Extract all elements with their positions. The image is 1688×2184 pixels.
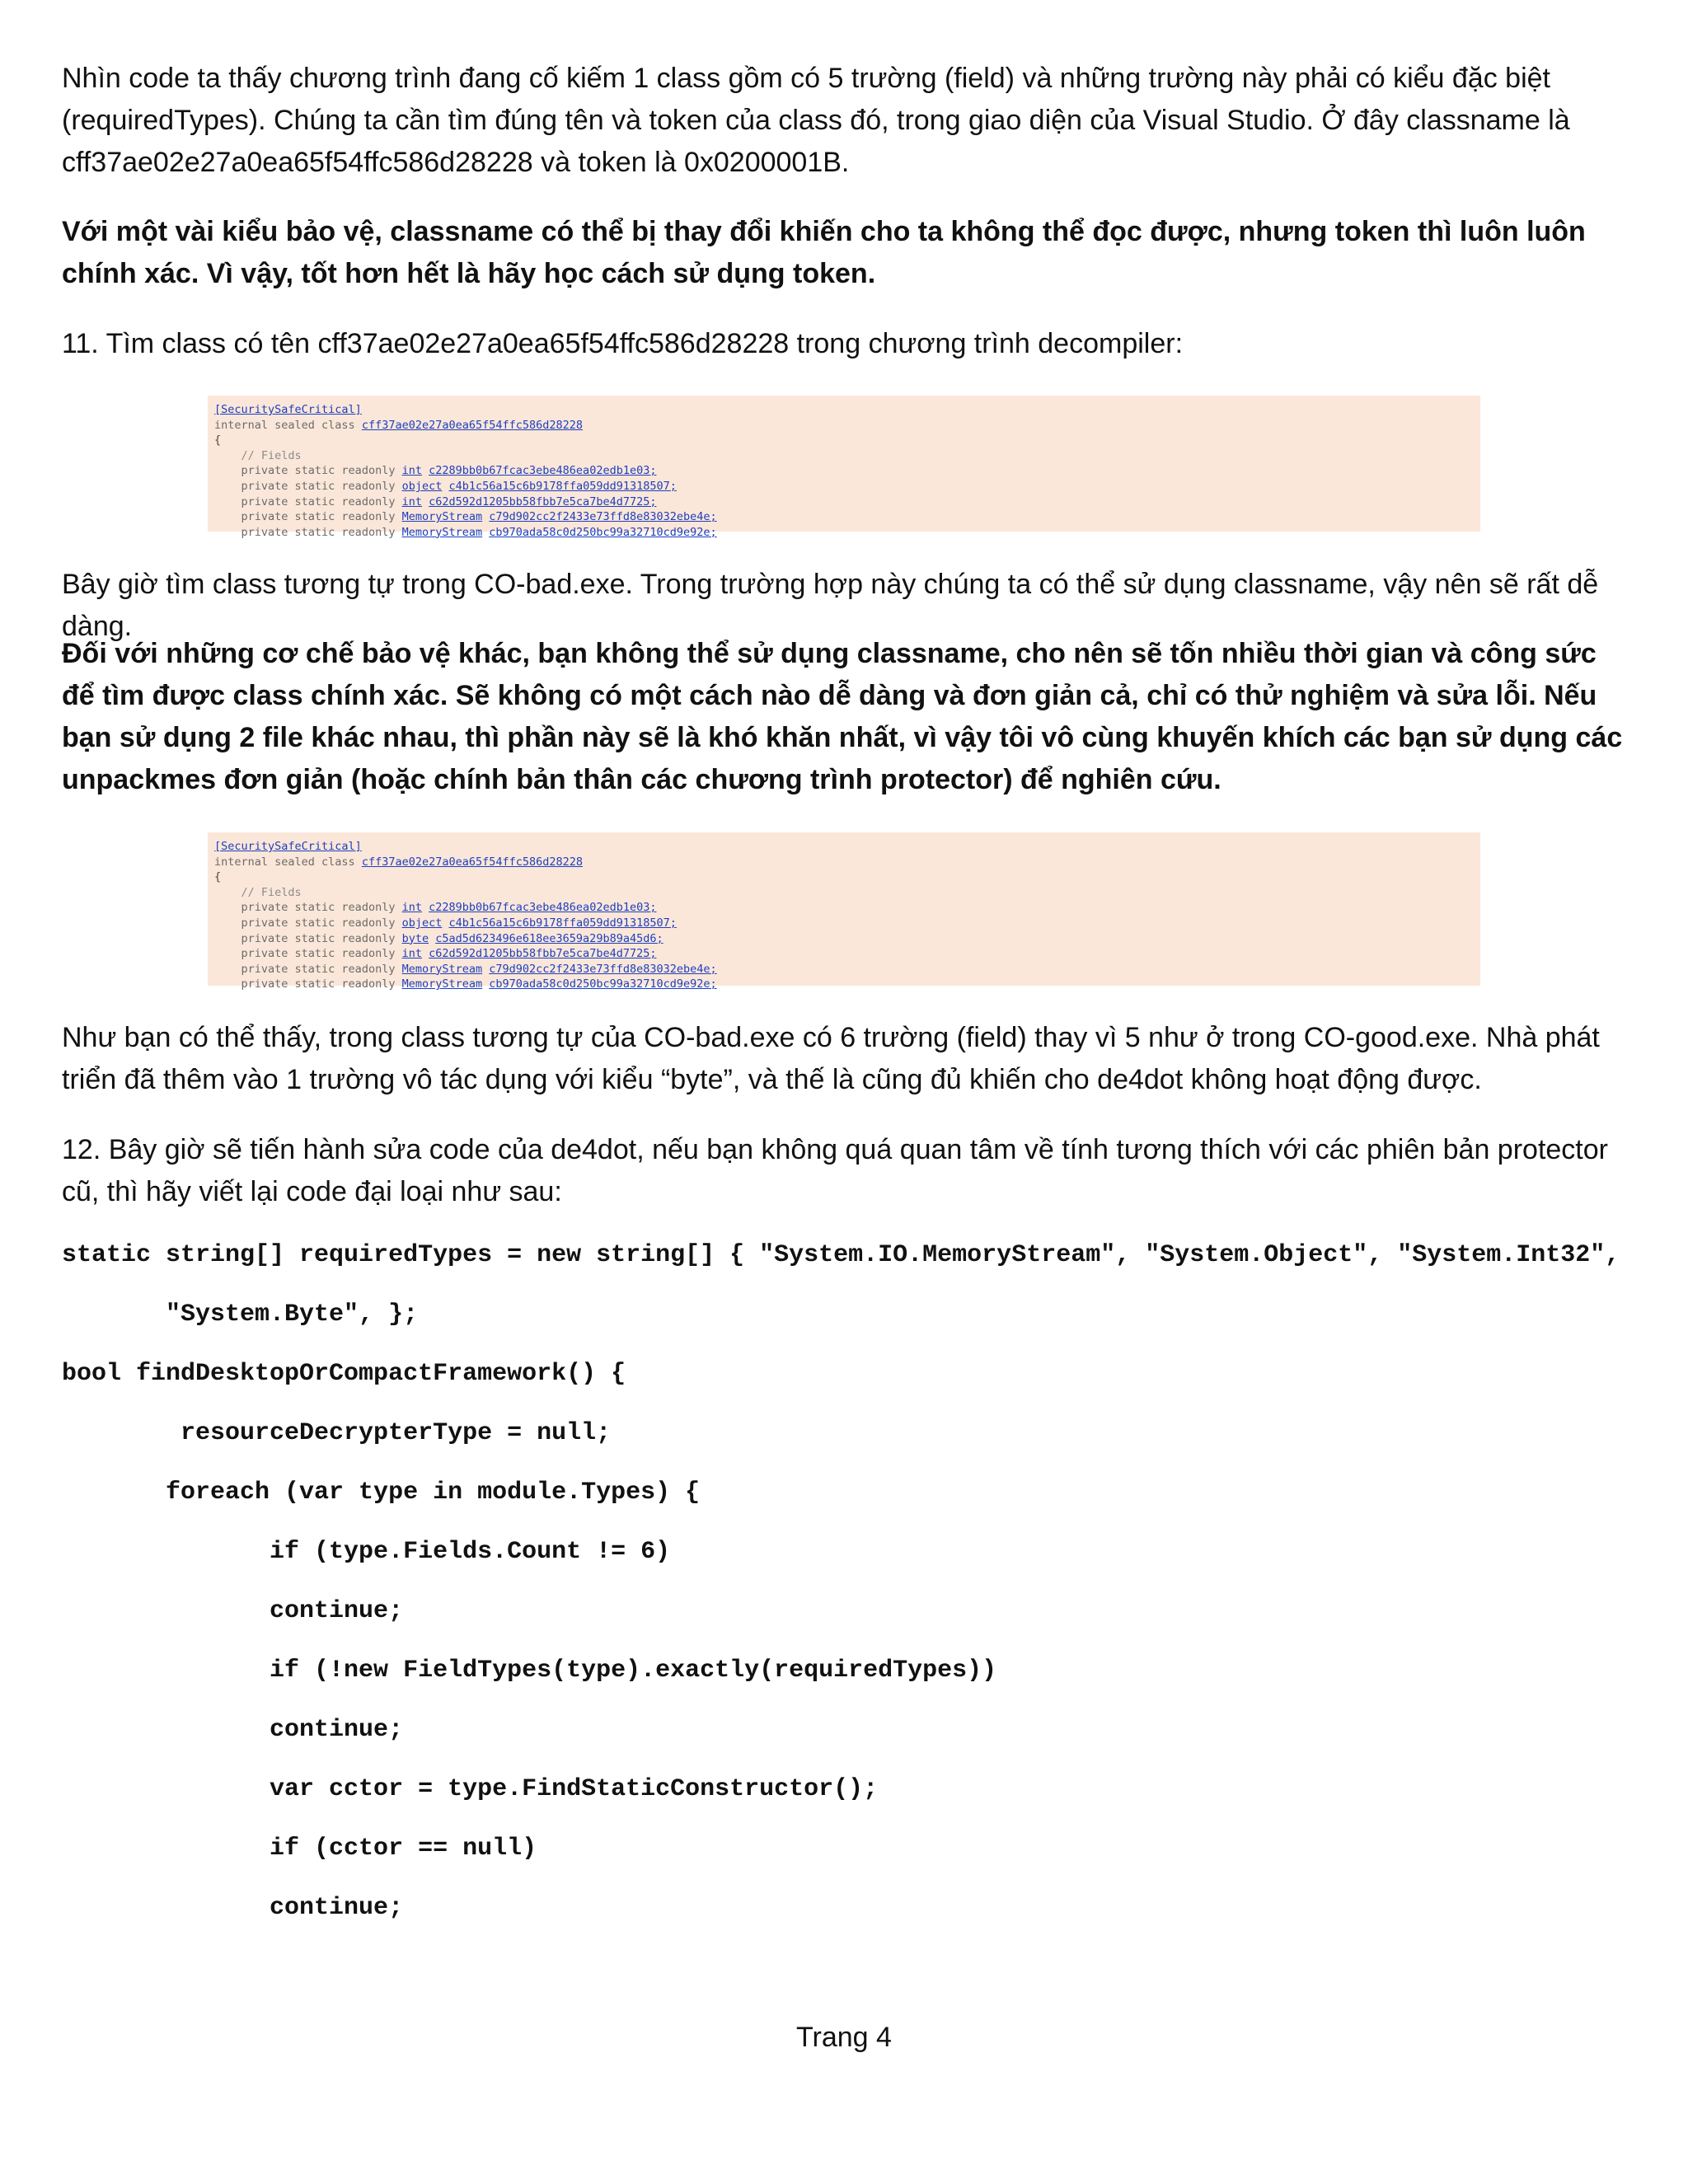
field-modifiers: private static readonly: [241, 901, 402, 915]
field-type-link[interactable]: MemoryStream: [401, 525, 483, 539]
field-type-link[interactable]: MemoryStream: [401, 510, 483, 524]
field-name-link[interactable]: c62d592d1205bb58fbb7e5ca7be4d7725;: [429, 947, 657, 961]
field-name-link[interactable]: c79d902cc2f2433e73ffd8e83032ebe4e;: [489, 962, 717, 976]
class-declaration-line: [214, 418, 1480, 434]
field-name-link[interactable]: c4b1c56a15c6b9178ffa059dd91318507;: [448, 916, 677, 930]
field-type-link[interactable]: MemoryStream: [401, 962, 483, 976]
field-type-link[interactable]: object: [401, 479, 443, 493]
code-line: static string[] requiredTypes = new string[] { "System.IO.MemoryStream", "System.Object", "System.Int32",: [62, 1241, 1620, 1269]
field-name-link[interactable]: c2289bb0b67fcac3ebe486ea02edb1e03;: [429, 464, 657, 478]
step-12-paragraph: 12. Bây giờ sẽ tiến hành sửa code của de4dot, nếu bạn không quá quan tâm về tính tương thích với các phiên bản protector cũ, thì hãy viết lại code đại loại như sau:: [62, 1134, 1608, 1207]
field-line: [214, 916, 1480, 931]
security-attribute-link[interactable]: [SecuritySafeCritical]: [214, 403, 362, 416]
class-name-link[interactable]: cff37ae02e27a0ea65f54ffc586d28228: [361, 418, 584, 432]
code-line: resourceDecrypterType = null;: [62, 1419, 612, 1447]
field-name-link[interactable]: cb970ada58c0d250bc99a32710cd9e92e;: [489, 977, 717, 991]
field-name-link[interactable]: c2289bb0b67fcac3ebe486ea02edb1e03;: [429, 901, 657, 915]
open-brace: {: [214, 870, 222, 884]
code-line: if (type.Fields.Count != 6): [62, 1538, 671, 1566]
open-brace: {: [214, 434, 222, 448]
field-modifiers: private static readonly: [241, 977, 402, 991]
field-name-link[interactable]: c79d902cc2f2433e73ffd8e83032ebe4e;: [489, 510, 717, 524]
decompiler-screenshot-good: [208, 396, 1480, 539]
class-keyword: internal sealed class: [214, 855, 362, 869]
class-name-link[interactable]: cff37ae02e27a0ea65f54ffc586d28228: [361, 855, 584, 869]
field-line: [214, 977, 1480, 992]
comparison-paragraph: Như bạn có thể thấy, trong class tương tự của CO-bad.exe có 6 trường (field) thay vì 5 như ở trong CO-good.exe. Nhà phát triển đã thêm vào 1 trường vô tác dụng với kiểu “byte”, và thế là cũng đủ khiến cho de4dot không hoạt động được.: [62, 1022, 1600, 1095]
code-line: if (!new FieldTypes(type).exactly(requiredTypes)): [62, 1657, 997, 1685]
security-attribute-link[interactable]: [SecuritySafeCritical]: [214, 840, 362, 853]
intro-paragraph: Nhìn code ta thấy chương trình đang cố kiếm 1 class gồm có 5 trường (field) và những trường này phải có kiểu đặc biệt (requiredTypes). Chúng ta cần tìm đúng tên và token của class đó, trong giao diện của Visual Studio. Ở đây classname là cff37ae02e27a0ea65f54ffc586d28228 và token là 0x0200001B.: [62, 63, 1570, 178]
field-modifiers: private static readonly: [241, 525, 402, 539]
code-line: var cctor = type.FindStaticConstructor();: [62, 1775, 879, 1803]
field-modifiers: private static readonly: [241, 479, 402, 493]
field-line: [214, 946, 1480, 962]
class-keyword: internal sealed class: [214, 418, 362, 432]
field-line: [214, 900, 1480, 916]
field-line: [214, 494, 1480, 510]
field-line: [214, 463, 1480, 479]
page-number: Trang 4: [796, 2022, 892, 2053]
field-type-link[interactable]: int: [401, 947, 422, 961]
field-modifiers: private static readonly: [241, 947, 402, 961]
field-type-link[interactable]: int: [401, 494, 422, 509]
field-type-link[interactable]: int: [401, 464, 422, 478]
field-type-link[interactable]: byte: [401, 931, 429, 945]
fields-comment: // Fields: [241, 885, 302, 899]
decompiler-screenshot-bad: [208, 832, 1480, 991]
code-line: if (cctor == null): [62, 1835, 537, 1863]
field-modifiers: private static readonly: [241, 916, 402, 930]
attribute-line: [214, 839, 1480, 855]
code-line: bool findDesktopOrCompactFramework() {: [62, 1360, 626, 1388]
class-declaration-line: [214, 855, 1480, 870]
field-name-link[interactable]: cb970ada58c0d250bc99a32710cd9e92e;: [489, 525, 717, 539]
code-line: "System.Byte", };: [62, 1301, 419, 1329]
field-type-link[interactable]: int: [401, 901, 422, 915]
field-modifiers: private static readonly: [241, 931, 402, 945]
field-modifiers: private static readonly: [241, 494, 402, 509]
code-line: continue;: [62, 1597, 404, 1625]
code-line: foreach (var type in module.Types) {: [62, 1479, 701, 1507]
field-line: [214, 479, 1480, 494]
token-note-paragraph: Với một vài kiểu bảo vệ, classname có thể bị thay đổi khiến cho ta không thể đọc được, nhưng token thì luôn luôn chính xác. Vì vậy, tốt hơn hết là hãy học cách sử dụng token.: [62, 216, 1586, 289]
field-name-link[interactable]: c5ad5d623496e618ee3659a29b89a45d6;: [435, 931, 663, 945]
attribute-line: [214, 402, 1480, 418]
code-line: continue;: [62, 1894, 404, 1922]
field-modifiers: private static readonly: [241, 510, 402, 524]
code-line: continue;: [62, 1716, 404, 1744]
fields-comment-line: [214, 448, 1480, 464]
fields-comment-line: [214, 885, 1480, 901]
find-class-paragraph: Bây giờ tìm class tương tự trong CO-bad.exe. Trong trường hợp này chúng ta có thể sử dụng classname, vậy nên sẽ rất dễ dàng.: [62, 569, 1599, 642]
field-line: [214, 525, 1480, 541]
field-modifiers: private static readonly: [241, 464, 402, 478]
field-line: [214, 931, 1480, 947]
field-line: [214, 509, 1480, 525]
step-11-paragraph: 11. Tìm class có tên cff37ae02e27a0ea65f54ffc586d28228 trong chương trình decompiler:: [62, 328, 1184, 359]
field-type-link[interactable]: MemoryStream: [401, 977, 483, 991]
fields-comment: // Fields: [241, 448, 302, 462]
field-line: [214, 962, 1480, 977]
protection-note-paragraph: Đối với những cơ chế bảo vệ khác, bạn không thể sử dụng classname, cho nên sẽ tốn nhiều thời gian và công sức để tìm được class chính xác. Sẽ không có một cách nào dễ dàng và đơn giản cả, chỉ có thử nghiệm và sửa lỗi. Nếu bạn sử dụng 2 file khác nhau, thì phần này sẽ là khó khăn nhất, vì vậy tôi vô cùng khuyến khích các bạn sử dụng các unpackmes đơn giản (hoặc chính bản thân các chương trình protector) để nghiên cứu.: [62, 638, 1623, 795]
field-modifiers: private static readonly: [241, 962, 402, 976]
field-type-link[interactable]: object: [401, 916, 443, 930]
field-name-link[interactable]: c4b1c56a15c6b9178ffa059dd91318507;: [448, 479, 677, 493]
field-name-link[interactable]: c62d592d1205bb58fbb7e5ca7be4d7725;: [429, 494, 657, 509]
